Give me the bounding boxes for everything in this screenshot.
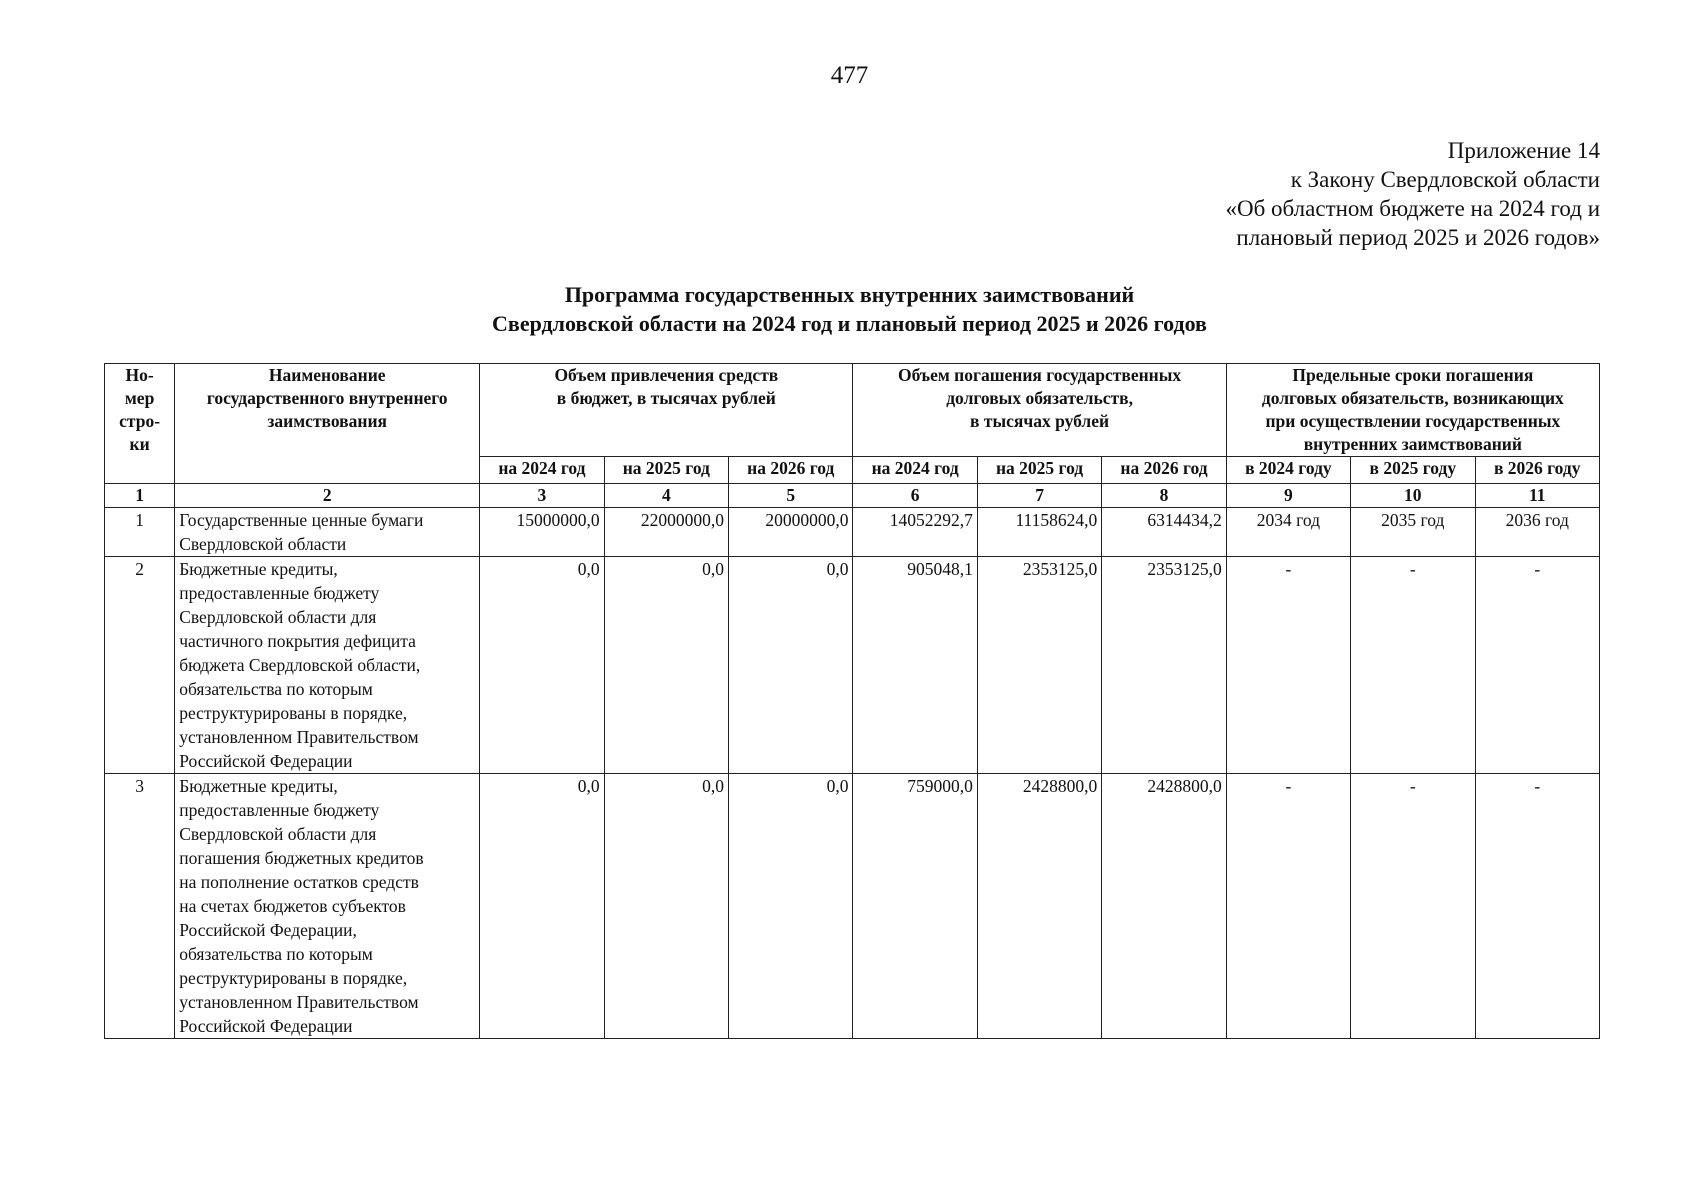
column-number: 7 [977, 484, 1101, 508]
column-number: 8 [1102, 484, 1226, 508]
row-number: 2 [105, 557, 175, 774]
header-repay-year: на 2025 год [977, 457, 1101, 484]
term-value: 2035 год [1351, 508, 1475, 557]
appendix-line: Приложение 14 [1447, 138, 1600, 163]
repay-value: 2353125,0 [1102, 557, 1226, 774]
row-number: 1 [105, 508, 175, 557]
attract-value: 0,0 [480, 774, 604, 1039]
header-attract-year: на 2024 год [480, 457, 604, 484]
column-number: 11 [1475, 484, 1600, 508]
column-number: 10 [1351, 484, 1475, 508]
header-borrowing-name: Наименование государственного внутреннего заимствования [175, 364, 480, 484]
title-line: Свердловской области на 2024 год и плановый период 2025 и 2026 годов [492, 311, 1207, 336]
column-number: 3 [480, 484, 604, 508]
header-repay-year: на 2024 год [853, 457, 977, 484]
attract-value: 20000000,0 [729, 508, 853, 557]
attract-value: 0,0 [604, 557, 728, 774]
repay-value: 11158624,0 [977, 508, 1101, 557]
repay-value: 905048,1 [853, 557, 977, 774]
row-number: 3 [105, 774, 175, 1039]
column-number: 9 [1226, 484, 1350, 508]
borrowing-name: Государственные ценные бумаги Свердловской области [175, 508, 480, 557]
header-row-number: Но- мер стро- ки [105, 364, 175, 484]
column-number: 6 [853, 484, 977, 508]
appendix-note [1225, 136, 1600, 252]
header-attraction-volume: Объем привлечения средств в бюджет, в тысячах рублей [480, 364, 853, 457]
repay-value: 759000,0 [853, 774, 977, 1039]
term-value: 2034 год [1226, 508, 1350, 557]
column-number: 5 [729, 484, 853, 508]
repay-value: 2428800,0 [1102, 774, 1226, 1039]
header-term-year: в 2025 году [1351, 457, 1475, 484]
term-value: - [1351, 774, 1475, 1039]
header-repayment-volume: Объем погашения государственных долговых обязательств, в тысячах рублей [853, 364, 1226, 457]
attract-value: 15000000,0 [480, 508, 604, 557]
term-value: - [1226, 557, 1350, 774]
column-number: 2 [175, 484, 480, 508]
header-term-year: в 2026 году [1475, 457, 1600, 484]
header-attract-year: на 2026 год [729, 457, 853, 484]
header-term-year: в 2024 году [1226, 457, 1350, 484]
repay-value: 14052292,7 [853, 508, 977, 557]
attract-value: 22000000,0 [604, 508, 728, 557]
column-number: 1 [105, 484, 175, 508]
document-title [0, 280, 1699, 338]
repay-value: 2353125,0 [977, 557, 1101, 774]
borrowing-name: Бюджетные кредиты, предоставленные бюджету Свердловской области для частичного покрытия дефицита бюджета Свердловской области, обязательства по которым реструктурированы в порядке, установленном Правительством Российской Федерации [175, 557, 480, 774]
term-value: - [1351, 557, 1475, 774]
borrowing-program-table [104, 363, 1600, 1039]
table-row [105, 508, 1600, 557]
attract-value: 0,0 [729, 774, 853, 1039]
term-value: - [1475, 774, 1600, 1039]
page-number: 477 [830, 62, 869, 89]
table-row [105, 774, 1600, 1039]
appendix-line: плановый период 2025 и 2026 годов» [1236, 225, 1600, 250]
term-value: - [1226, 774, 1350, 1039]
header-attract-year: на 2025 год [604, 457, 728, 484]
repay-value: 2428800,0 [977, 774, 1101, 1039]
attract-value: 0,0 [604, 774, 728, 1039]
header-repay-year: на 2026 год [1102, 457, 1226, 484]
title-line: Программа государственных внутренних заимствований [564, 282, 1135, 307]
header-repayment-terms: Предельные сроки погашения долговых обязательств, возникающих при осуществлении государственных внутренних заимствований [1226, 364, 1599, 457]
borrowing-name: Бюджетные кредиты, предоставленные бюджету Свердловской области для погашения бюджетных кредитов на пополнение остатков средств на счетах бюджетов субъектов Российской Федерации, обязательства по которым реструктурированы в порядке, установленном Правительством Российской Федерации [175, 774, 480, 1039]
appendix-line: «Об областном бюджете на 2024 год и [1225, 196, 1600, 221]
column-number: 4 [604, 484, 728, 508]
appendix-line: к Закону Свердловской области [1290, 167, 1600, 192]
term-value: - [1475, 557, 1600, 774]
attract-value: 0,0 [480, 557, 604, 774]
attract-value: 0,0 [729, 557, 853, 774]
table-row [105, 557, 1600, 774]
repay-value: 6314434,2 [1102, 508, 1226, 557]
column-number-row [105, 484, 1600, 508]
term-value: 2036 год [1475, 508, 1600, 557]
